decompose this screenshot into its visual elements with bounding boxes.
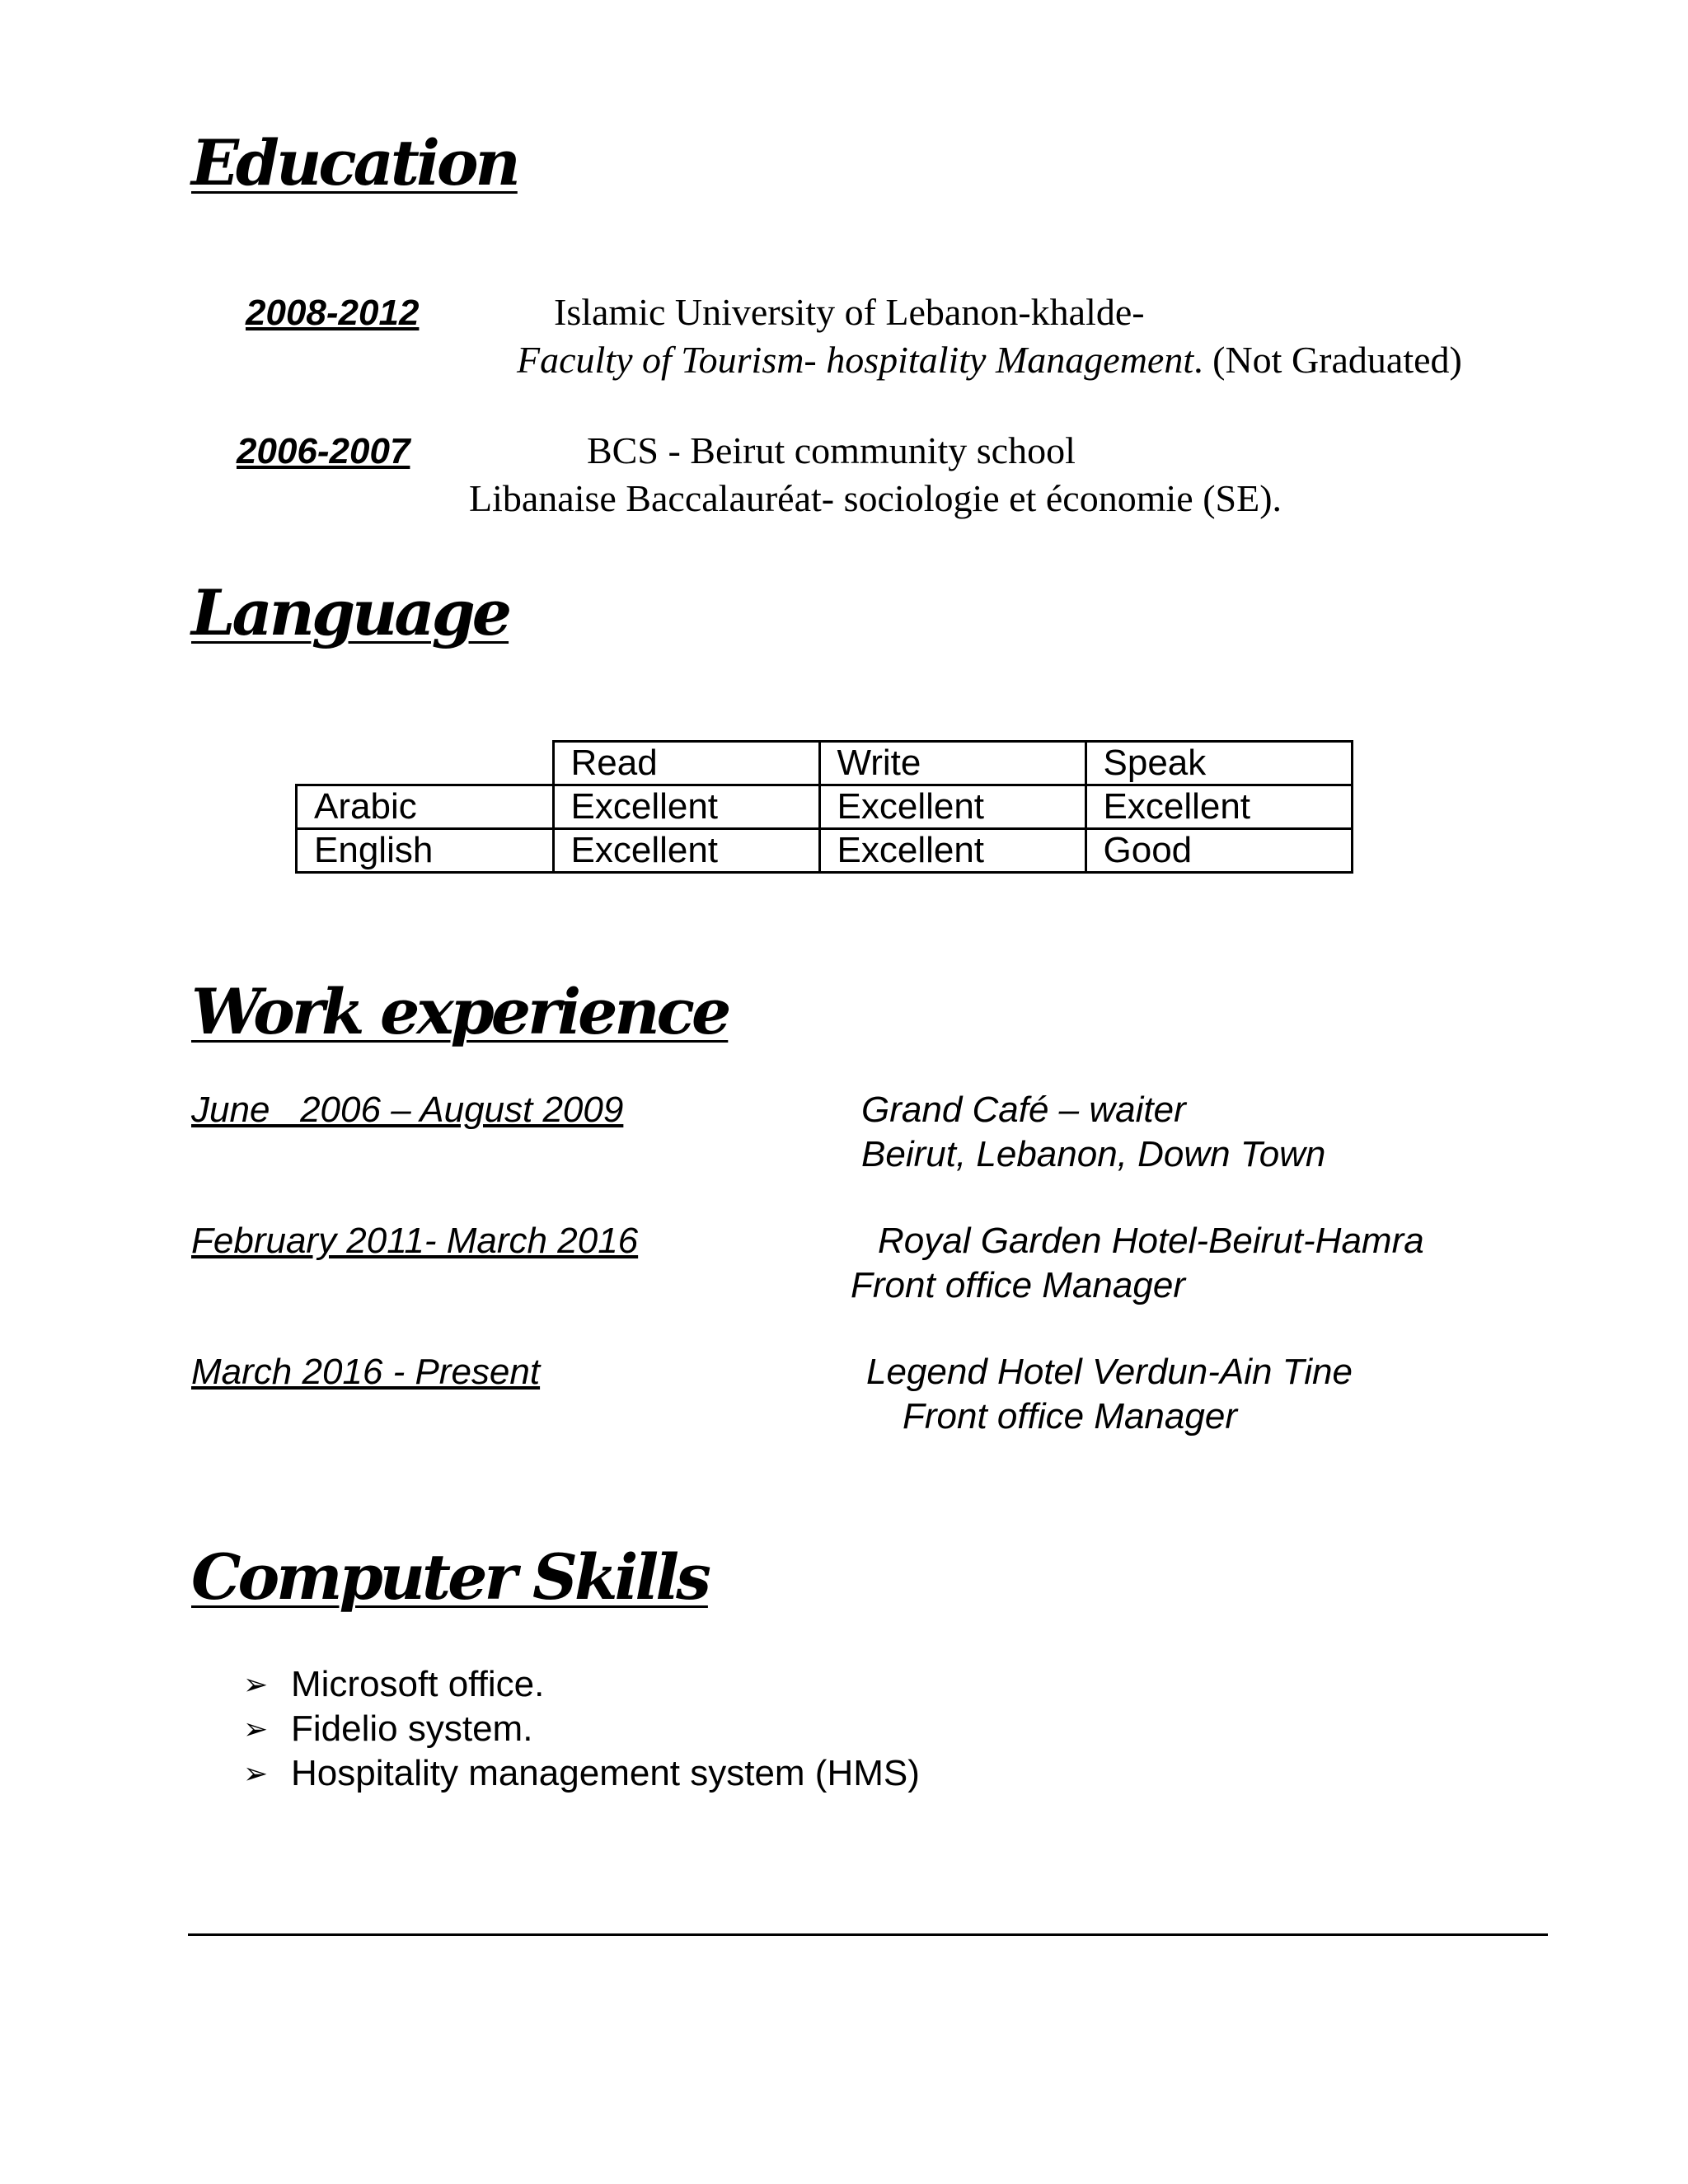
language-row	[297, 785, 1353, 829]
education-faculty: Faculty of Tourism- hospitality Management	[517, 339, 1194, 381]
language-header-blank	[297, 742, 554, 785]
work-heading: Work experience	[191, 975, 729, 1048]
skill-label: Fidelio system.	[291, 1708, 533, 1749]
skills-heading: Computer Skills	[191, 1540, 708, 1614]
education-heading: Education	[191, 126, 518, 199]
work-period-3: March 2016 - Present	[191, 1352, 541, 1392]
work-location-1: Beirut, Lebanon, Down Town	[861, 1134, 1326, 1174]
language-write: Excellent	[819, 785, 1085, 829]
language-read: Excellent	[553, 785, 819, 829]
skills-list	[243, 1662, 920, 1796]
language-table	[295, 740, 1353, 874]
language-write: Excellent	[819, 829, 1085, 873]
language-name: Arabic	[297, 785, 554, 829]
arrow-bullet-icon: ➢	[243, 1712, 269, 1746]
language-header-write: Write	[819, 742, 1085, 785]
work-role-2: Front office Manager	[851, 1265, 1185, 1305]
arrow-bullet-icon: ➢	[243, 1756, 269, 1790]
language-speak: Good	[1085, 829, 1352, 873]
list-item	[243, 1751, 920, 1796]
work-employer-2: Royal Garden Hotel-Beirut-Hamra	[878, 1221, 1424, 1261]
education-status: . (Not Graduated)	[1193, 339, 1462, 381]
language-speak: Excellent	[1085, 785, 1352, 829]
skill-label: Hospitality management system (HMS)	[291, 1753, 920, 1793]
language-table-header	[297, 742, 1353, 785]
education-detail-1	[517, 341, 1462, 379]
language-name: English	[297, 829, 554, 873]
language-header-read: Read	[553, 742, 819, 785]
work-period-1: June 2006 – August 2009	[191, 1090, 624, 1130]
education-detail-2: Libanaise Baccalauréat- sociologie et économie (SE).	[469, 477, 1282, 519]
language-read: Excellent	[553, 829, 819, 873]
footer-divider	[188, 1933, 1548, 1936]
language-row	[297, 829, 1353, 873]
language-header-speak: Speak	[1085, 742, 1352, 785]
list-item	[243, 1707, 920, 1751]
education-years-1: 2008-2012	[246, 293, 420, 333]
work-role-3: Front office Manager	[903, 1396, 1237, 1436]
education-years-2: 2006-2007	[237, 431, 410, 471]
work-employer-3: Legend Hotel Verdun-Ain Tine	[866, 1352, 1353, 1392]
skill-label: Microsoft office.	[291, 1664, 545, 1704]
language-heading: Language	[191, 576, 509, 649]
education-institution-1: Islamic University of Lebanon-khalde-	[554, 291, 1145, 333]
education-institution-2: BCS - Beirut community school	[587, 429, 1076, 471]
arrow-bullet-icon: ➢	[243, 1667, 269, 1701]
work-period-2: February 2011- March 2016	[191, 1221, 639, 1261]
list-item	[243, 1662, 920, 1707]
work-position-1: Grand Café – waiter	[861, 1090, 1186, 1130]
